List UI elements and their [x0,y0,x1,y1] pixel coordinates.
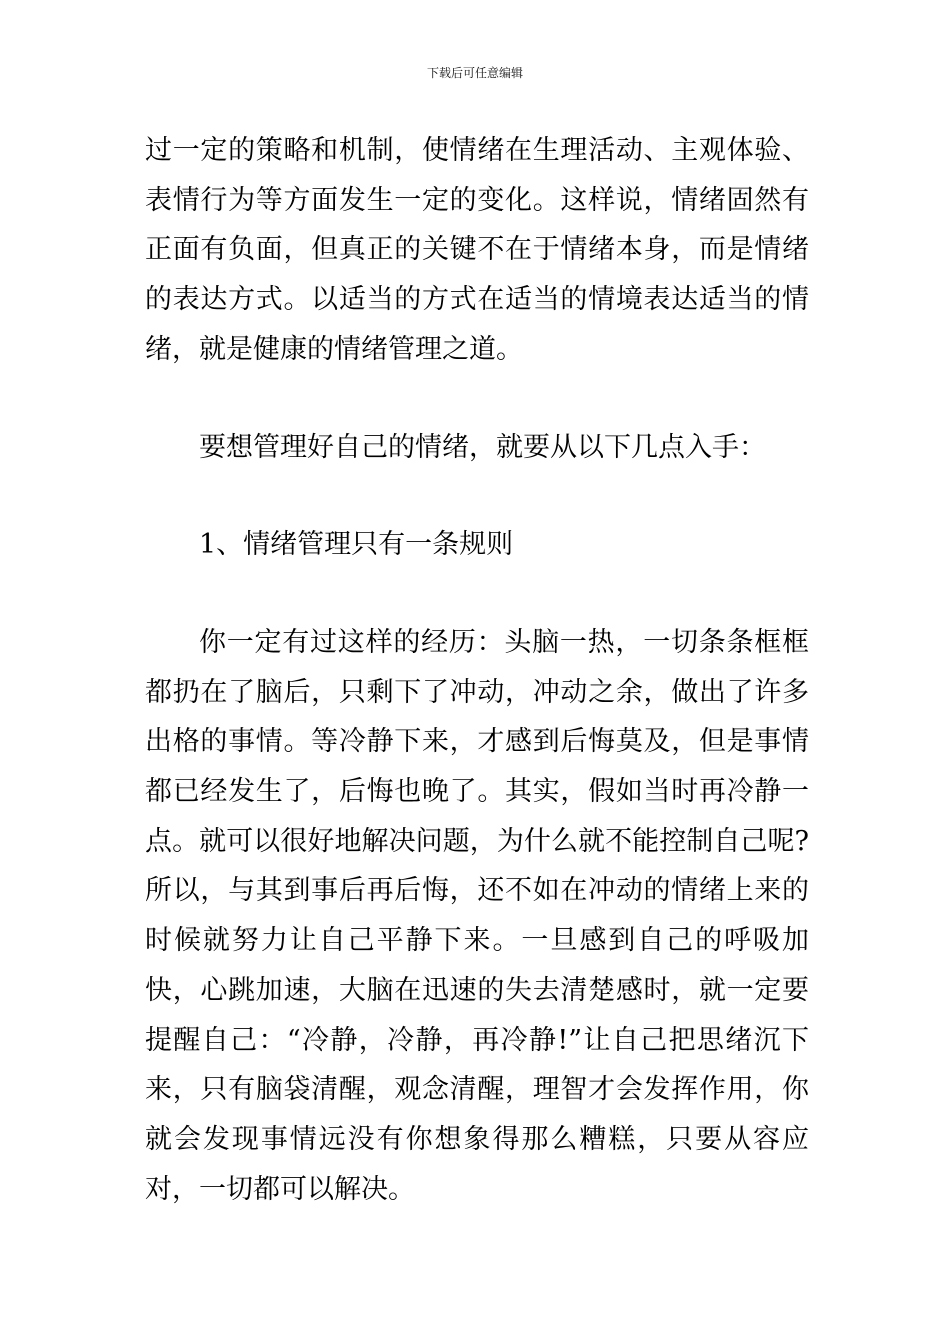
page-header: 下载后可任意编辑 [426,66,523,80]
paragraph-calm-down: 你一定有过这样的经历：头脑一热，一切条条框框都扔在了脑后，只剩下了冲动，冲动之余，做出了许多出格的事情。等冷静下来，才感到后悔莫及，但是事情都已经发生了，后悔也晚了。其实，假如当时再冷静一点。就可以很好地解决问题，为什么就不能控制自己呢?所以，与其到事后再后悔，还不如在冲动的情绪上来的时候就努力让自己平静下来。一旦感到自己的呼吸加快，心跳加速，大脑在迅速的失去清楚感时，就一定要提醒自己：“冷静，冷静，再冷静!”让自己把思绪沉下来，只有脑袋清醒，观念清醒，理智才会发挥作用，你就会发现事情远没有你想象得那么糟糕，只要从容应对，一切都可以解决。 [145,626,809,1205]
paragraph-spacer [145,570,809,618]
paragraph-spacer [145,472,809,520]
paragraph-spacer [145,375,809,423]
paragraph-intro: 要想管理好自己的情绪，就要从以下几点入手： [199,431,766,463]
paragraph-emotion-definition: 过一定的策略和机制，使情绪在生理活动、主观体验、表情行为等方面发生一定的变化。这样说，情绪固然有正面有负面，但真正的关键不在于情绪本身，而是情绪的表达方式。以适当的方式在适当的情境表达适当的情绪，就是健康的情绪管理之道。 [145,135,809,365]
section-heading: 1、情绪管理只有一条规则 [199,529,514,561]
document-body [145,126,809,1214]
